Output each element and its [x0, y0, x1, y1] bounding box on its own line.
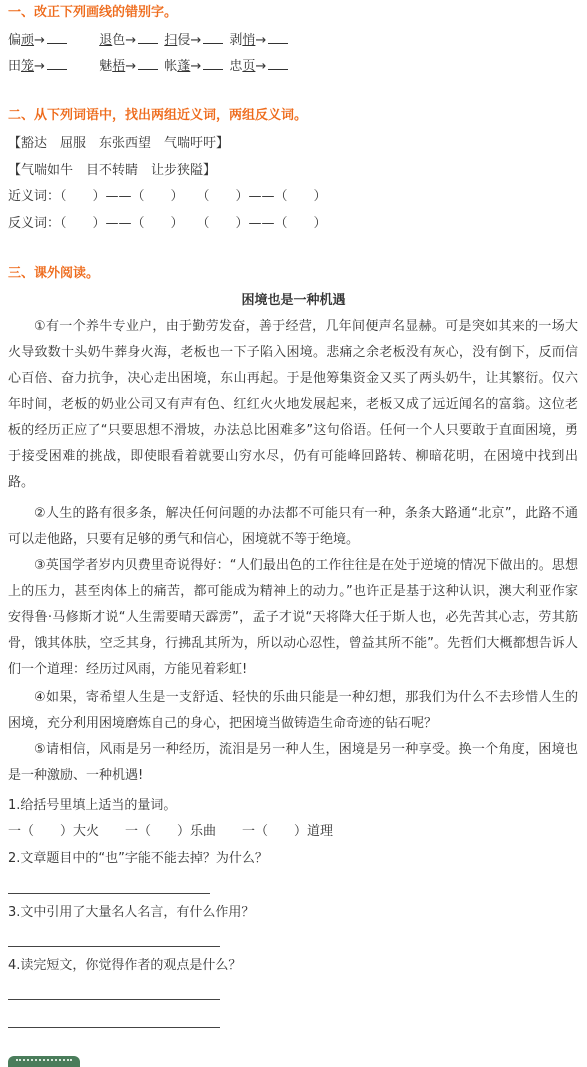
question-3: 3.文中引用了大量名人名言，有什么作用？	[8, 905, 255, 920]
section2-heading: 二、从下列词语中，找出两组近义词，两组反义词。	[8, 108, 308, 123]
decorative-tab	[8, 1056, 80, 1067]
item-zhongye: 忠页→	[229, 59, 290, 74]
item-boqiao: 剥悄→	[229, 33, 290, 48]
section1-heading: 一、改正下列画线的错别字。	[8, 5, 178, 20]
paragraph-1: ①有一个养牛专业户，由于勤劳发奋，善于经营，几年间便声名显赫。可是突如其来的一场大火导致数十头奶牛葬身火海，老板也一下子陷入困境。悲痛之余老板没有灰心，没有倒下，反而信心百倍、奋力抗争，决心走出困境，东山再起。于是他筹集资金又买了两头奶牛，让其繁衍。仅六年时间，老板的奶业公司又有声有色、红红火火地发展起来，老板又成了远近闻名的富翁。这位老板的经历正应了“只要思想不滑坡，办法总比困难多”这句俗语。任何一个人只要敢于直面困境，勇于接受困难的挑战，即使眼看着就要山穷水尽，仍有可能峰回路转、柳暗花明，在困境中找到出路。	[8, 319, 578, 490]
section3-heading: 三、课外阅读。	[8, 266, 100, 281]
item-saoqin: 扫侵→	[164, 33, 225, 48]
answer-blank[interactable]	[268, 30, 288, 44]
answer-blank[interactable]	[203, 56, 223, 70]
question-1: 1.给括号里填上适当的量词。	[8, 798, 177, 813]
item-meiwu: 魅梧→	[99, 59, 160, 74]
antonym-blanks[interactable]: （ ）——（ ） （ ）——（ ）	[60, 216, 327, 231]
synonym-row	[8, 187, 327, 207]
answer-blank[interactable]	[138, 56, 158, 70]
paragraph-3: ③英国学者岁内贝费里奇说得好：“人们最出色的工作往往是在处于逆境的情况下做出的。思想上的压力，甚至肉体上的痛苦，都可能成为精神上的动力。”也许正是基于这种认识，澳大利亚作家安得鲁·马修斯才说“人生需要晴天霹雳”，孟子才说“天将降大任于斯人也，必先苦其心志，劳其筋骨，饿其体肤，空乏其身，行拂乱其所为，所以动心忍性，曾益其所不能”。先哲们大概都想告诉人们一个道理：经历过风雨，方能见着彩虹!	[8, 558, 578, 677]
antonym-label: 反义词：	[8, 216, 61, 231]
answer-blank[interactable]	[47, 30, 67, 44]
paragraph-5: ⑤请相信，风雨是另一种经历，流泪是另一种人生，困境是另一种享受。换一个角度，困境也是一种激励、一种机遇!	[8, 742, 578, 783]
answer-blank[interactable]	[138, 30, 158, 44]
paragraph-4: ④如果，寄希望人生是一支舒适、轻快的乐曲只能是一种幻想，那我们为什么不去珍惜人生的困境，充分利用困境磨炼自己的身心，把困境当做铸造生命奇迹的钻石呢？	[8, 690, 578, 731]
paragraph-2: ②人生的路有很多条，解决任何问题的办法都不可能只有一种，条条大路通“北京”，此路不通可以走他路，只要有足够的勇气和信心，困境就不等于绝境。	[8, 506, 578, 547]
answer-line-q4-1[interactable]	[8, 999, 220, 1000]
question-1-blanks[interactable]: 一（ ）大火 一（ ）乐曲 一（ ）道理	[8, 824, 334, 839]
answer-blank[interactable]	[47, 56, 67, 70]
answer-blank[interactable]	[203, 30, 223, 44]
synonym-label: 近义词：	[8, 189, 61, 204]
answer-blank[interactable]	[268, 56, 288, 70]
word-bank-1: 【豁达 屈服 东张西望 气喘吁吁】	[8, 136, 230, 151]
question-2: 2.文章题目中的“也”字能不能去掉？为什么？	[8, 851, 268, 866]
tab-dots	[16, 1059, 72, 1061]
word-bank-2: 【气喘如牛 目不转睛 让步狭隘】	[8, 163, 217, 178]
answer-line-q2[interactable]	[8, 893, 210, 894]
item-pianwan: 偏顽→	[8, 33, 69, 48]
item-tuise: 退色→	[99, 33, 160, 48]
answer-line-q3[interactable]	[8, 946, 220, 947]
item-tianlong: 田笼→	[8, 59, 69, 74]
synonym-blanks[interactable]: （ ）——（ ） （ ）——（ ）	[60, 189, 327, 204]
item-zhangpeng: 帐蓬→	[164, 59, 225, 74]
article-title: 困境也是一种机遇	[241, 293, 346, 308]
section1-row2	[8, 56, 290, 76]
antonym-row	[8, 214, 327, 234]
question-4: 4.读完短文，你觉得作者的观点是什么？	[8, 958, 242, 973]
answer-line-q4-2[interactable]	[8, 1027, 220, 1028]
section1-row1	[8, 30, 290, 50]
